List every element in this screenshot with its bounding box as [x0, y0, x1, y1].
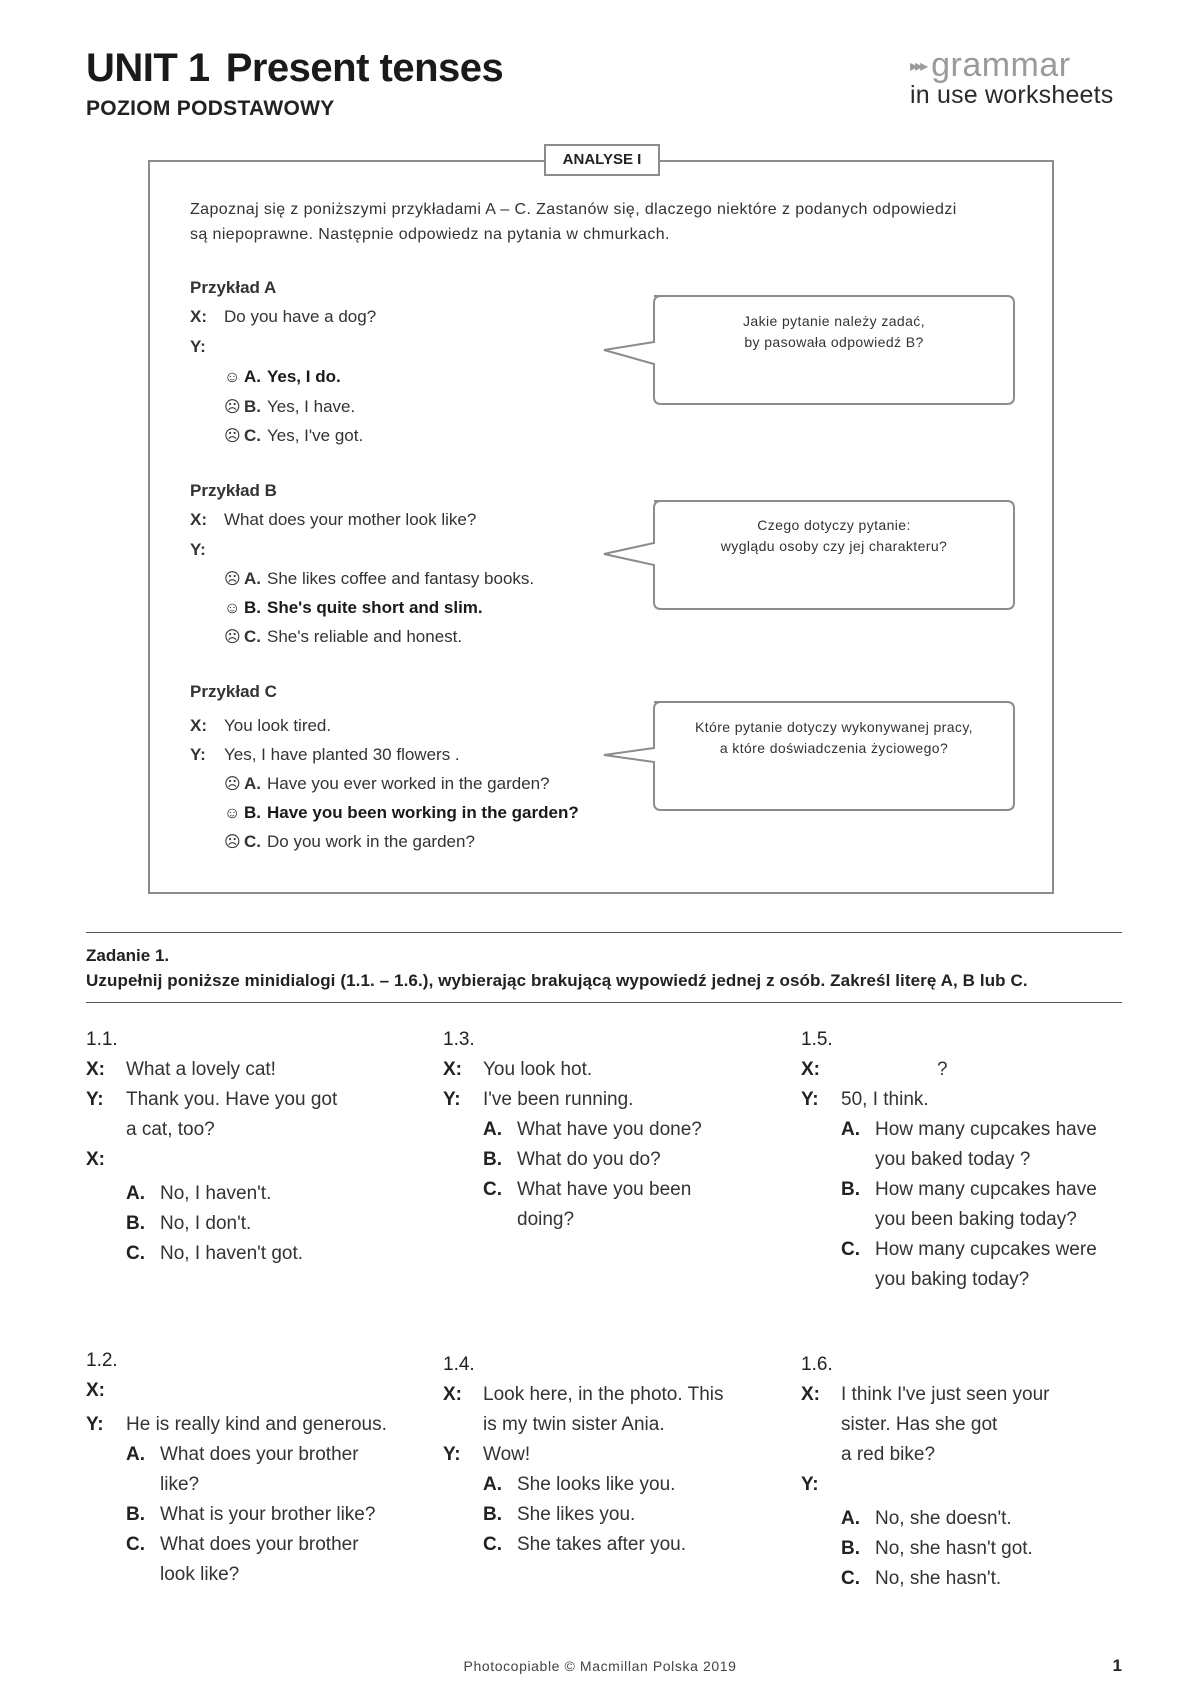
option-letter[interactable]: A.	[126, 1444, 145, 1465]
option-letter: A.	[244, 569, 261, 588]
dialog-text: He is really kind and generous.	[126, 1414, 387, 1435]
unit-number: UNIT 1	[86, 46, 210, 90]
option-letter[interactable]: A.	[483, 1474, 502, 1495]
analyse-intro	[190, 197, 1030, 247]
dialog-line	[86, 1055, 416, 1085]
speaker-label: X:	[443, 1384, 462, 1405]
option-text: She takes after you.	[517, 1534, 686, 1555]
option-letter[interactable]: B.	[483, 1504, 502, 1525]
question-number: 1.1.	[86, 1029, 118, 1050]
answer-option-a[interactable]	[443, 1470, 783, 1500]
option-text: No, I haven't got.	[160, 1243, 304, 1264]
bubble-a-line-1: Jakie pytanie należy zadać,	[742, 313, 925, 329]
answer-option-a-cont	[86, 1470, 426, 1500]
answer-option-b[interactable]	[86, 1209, 416, 1239]
option-letter: C.	[244, 627, 261, 646]
bubble-c-text	[654, 717, 1014, 759]
option-letter[interactable]: C.	[841, 1239, 860, 1260]
option-text: No, she doesn't.	[875, 1508, 1012, 1529]
example-a-y-line	[190, 337, 224, 357]
dialog-line	[801, 1085, 1131, 1115]
option-letter: A.	[244, 367, 261, 386]
dialog-text: sister. Has she got	[841, 1414, 998, 1435]
dialog-text: You look hot.	[483, 1059, 593, 1080]
example-c-y-line	[190, 745, 460, 765]
answer-option-a[interactable]	[86, 1440, 426, 1470]
option-text: She likes you.	[517, 1504, 636, 1525]
example-b-x-text: What does your mother look like?	[224, 510, 477, 529]
example-c-option-b	[224, 803, 579, 823]
task-title: Zadanie 1.	[86, 946, 170, 965]
option-letter[interactable]: A.	[126, 1183, 145, 1204]
option-letter[interactable]: A.	[841, 1508, 860, 1529]
smile-icon: ☺	[224, 805, 241, 822]
dialog-text: 50, I think.	[841, 1089, 929, 1110]
dialog-line	[86, 1410, 426, 1440]
question-number: 1.2.	[86, 1350, 118, 1371]
question-number: 1.4.	[443, 1354, 475, 1375]
dialog-line	[443, 1410, 783, 1440]
option-letter[interactable]: A.	[841, 1119, 860, 1140]
answer-option-c-cont	[801, 1265, 1131, 1295]
speaker-label: X:	[443, 1059, 462, 1080]
example-b-option-a	[224, 569, 534, 589]
option-letter[interactable]: C.	[483, 1534, 502, 1555]
answer-option-c[interactable]	[801, 1235, 1131, 1265]
speaker-label: X:	[190, 307, 207, 326]
dialog-line	[86, 1085, 416, 1115]
page-number: 1	[1112, 1656, 1122, 1675]
speaker-label: X:	[801, 1384, 820, 1405]
option-text: What does your brother	[160, 1534, 359, 1555]
bubble-b-line-2: wyglądu osoby czy jej charakteru?	[720, 538, 948, 554]
option-text: No, she hasn't.	[875, 1568, 1002, 1589]
example-c-x-text: You look tired.	[224, 716, 332, 735]
intro-line-1: Zapoznaj się z poniższymi przykładami A – C. Zastanów się, dlaczego niektóre z podanych odpowiedzi	[190, 201, 957, 218]
option-text: Have you ever worked in the garden?	[267, 774, 550, 793]
option-letter[interactable]: C.	[126, 1243, 145, 1264]
dialog-line	[801, 1440, 1131, 1470]
dialog-text: What a lovely cat!	[126, 1059, 276, 1080]
dialog-text: Wow!	[483, 1444, 531, 1465]
answer-option-a[interactable]	[801, 1504, 1131, 1534]
speaker-label: Y:	[86, 1089, 104, 1110]
question-1-3	[443, 1025, 773, 1235]
option-letter[interactable]: C.	[126, 1534, 145, 1555]
question-1-5	[801, 1025, 1131, 1295]
option-text: like?	[160, 1474, 200, 1495]
bubble-b-text	[654, 515, 1014, 557]
speaker-label: Y:	[190, 337, 206, 356]
speaker-label: Y:	[443, 1444, 461, 1465]
answer-option-a[interactable]	[443, 1115, 773, 1145]
brand-arrows-icon: ▸▸▸	[910, 57, 926, 75]
question-number: 1.3.	[443, 1029, 475, 1050]
example-b-option-b	[224, 598, 483, 618]
speaker-label: X:	[801, 1059, 820, 1080]
option-text: you baking today?	[875, 1269, 1030, 1290]
answer-option-b[interactable]	[443, 1145, 773, 1175]
option-text: look like?	[160, 1564, 240, 1585]
speaker-label: Y:	[190, 745, 206, 764]
answer-option-b[interactable]	[801, 1534, 1131, 1564]
option-text: No, I don't.	[160, 1213, 252, 1234]
answer-option-a[interactable]	[86, 1179, 416, 1209]
speaker-label: X:	[86, 1149, 105, 1170]
option-letter: C.	[244, 426, 261, 445]
intro-line-2: są niepoprawne. Następnie odpowiedz na pytania w chmurkach.	[190, 226, 670, 243]
frown-icon: ☹	[224, 399, 241, 416]
example-b-heading: Przykład B	[190, 481, 277, 500]
speaker-label: X:	[190, 510, 207, 529]
dialog-line	[443, 1440, 783, 1470]
example-a-option-c	[224, 426, 363, 446]
dialog-text: I think I've just seen your	[841, 1384, 1050, 1405]
example-a-x-line	[190, 307, 376, 327]
option-text: Yes, I do.	[267, 367, 341, 386]
option-text: Yes, I've got.	[267, 426, 364, 445]
dialog-line	[801, 1055, 1131, 1085]
option-text: What have you been	[517, 1179, 692, 1200]
question-1-1	[86, 1025, 416, 1269]
bubble-a-text	[654, 311, 1014, 353]
option-letter[interactable]: C.	[483, 1179, 502, 1200]
option-text: How many cupcakes were	[875, 1239, 1097, 1260]
example-c-option-a	[224, 774, 550, 794]
option-letter[interactable]: B.	[483, 1149, 502, 1170]
dialog-line	[86, 1115, 416, 1145]
option-letter: B.	[244, 598, 261, 617]
brand-line1: grammar	[931, 46, 1071, 84]
answer-option-b[interactable]	[443, 1500, 783, 1530]
option-text: What is your brother like?	[160, 1504, 376, 1525]
option-letter: B.	[244, 803, 261, 822]
dialog-line	[443, 1055, 773, 1085]
option-letter: C.	[244, 832, 261, 851]
task-bottom-rule	[86, 1002, 1122, 1003]
bubble-a-line-2: by pasowała odpowiedź B?	[744, 334, 924, 350]
option-text: No, I haven't.	[160, 1183, 272, 1204]
option-text: Have you been working in the garden?	[267, 803, 579, 822]
frown-icon: ☹	[224, 629, 241, 646]
unit-topic: Present tenses	[225, 46, 504, 90]
brand-logo	[910, 46, 1120, 110]
bubble-b-line-1: Czego dotyczy pytanie:	[757, 517, 911, 533]
question-number: 1.5.	[801, 1029, 833, 1050]
example-c-y-text: Yes, I have planted 30 flowers .	[224, 745, 460, 764]
dialog-line	[443, 1380, 783, 1410]
example-a-heading: Przykład A	[190, 278, 277, 297]
speaker-label: Y:	[443, 1089, 461, 1110]
analyse-label: ANALYSE I	[544, 144, 660, 176]
dialog-line	[86, 1376, 426, 1410]
answer-option-c[interactable]	[443, 1175, 773, 1205]
frown-icon: ☹	[224, 776, 241, 793]
question-1-6	[801, 1350, 1131, 1594]
example-b-y-line	[190, 540, 224, 560]
dialog-text: I've been running.	[483, 1089, 634, 1110]
answer-option-c-cont	[443, 1205, 773, 1235]
example-a-option-b	[224, 397, 355, 417]
option-letter: B.	[244, 397, 261, 416]
brand-line2: in use worksheets	[910, 81, 1114, 109]
frown-icon: ☹	[224, 834, 241, 851]
speaker-label: X:	[190, 716, 207, 735]
level-subtitle: POZIOM PODSTAWOWY	[86, 97, 335, 120]
example-c-option-c	[224, 832, 475, 852]
unit-title	[86, 46, 503, 91]
option-letter[interactable]: A.	[483, 1119, 502, 1140]
dialog-line	[801, 1470, 1131, 1504]
speaker-label: Y:	[190, 540, 206, 559]
speaker-label: Y:	[801, 1089, 819, 1110]
speaker-label: Y:	[86, 1414, 104, 1435]
option-letter[interactable]: B.	[841, 1179, 860, 1200]
answer-option-c[interactable]	[801, 1564, 1131, 1594]
answer-option-c-cont	[86, 1560, 426, 1590]
example-b-option-c	[224, 627, 462, 647]
option-text: She's reliable and honest.	[267, 627, 463, 646]
answer-blank[interactable]: ?	[937, 1059, 948, 1080]
frown-icon: ☹	[224, 428, 241, 445]
task-top-rule	[86, 932, 1122, 933]
example-a-option-a	[224, 367, 341, 387]
option-text: Do you work in the garden?	[267, 832, 475, 851]
dialog-text: is my twin sister Ania.	[483, 1414, 665, 1435]
option-text: doing?	[517, 1209, 575, 1230]
option-text: How many cupcakes have	[875, 1179, 1097, 1200]
dialog-line	[801, 1380, 1131, 1410]
option-text: How many cupcakes have	[875, 1119, 1097, 1140]
speaker-label: X:	[86, 1380, 105, 1401]
option-text: Yes, I have.	[267, 397, 356, 416]
answer-option-c[interactable]	[86, 1239, 416, 1269]
bubble-c-line-1: Które pytanie dotyczy wykonywanej pracy,	[695, 719, 973, 735]
smile-icon: ☺	[224, 600, 241, 617]
option-text: you baked today ?	[875, 1149, 1031, 1170]
example-a-x-text: Do you have a dog?	[224, 307, 377, 326]
option-text: you been baking today?	[875, 1209, 1077, 1230]
answer-option-a-cont	[801, 1145, 1131, 1175]
answer-option-a[interactable]	[801, 1115, 1131, 1145]
example-c-heading: Przykład C	[190, 682, 277, 701]
answer-option-c[interactable]	[86, 1530, 426, 1560]
speaker-label: Y:	[801, 1474, 819, 1495]
option-letter[interactable]: C.	[841, 1568, 860, 1589]
option-text: What do you do?	[517, 1149, 661, 1170]
option-text: She looks like you.	[517, 1474, 676, 1495]
dialog-line	[86, 1145, 416, 1179]
speaker-label: X:	[86, 1059, 105, 1080]
dialog-text: Look here, in the photo. This	[483, 1384, 724, 1405]
answer-option-b[interactable]	[801, 1175, 1131, 1205]
option-letter[interactable]: B.	[126, 1504, 145, 1525]
dialog-text: a red bike?	[841, 1444, 936, 1465]
task-instruction: Uzupełnij poniższe minidialogi (1.1. – 1.6.), wybierając brakującą wypowiedź jednej z osób. Zakreśl literę A, B lub C.	[86, 971, 1028, 990]
footer-copyright: Photocopiable © Macmillan Polska 2019	[463, 1658, 737, 1674]
question-1-4	[443, 1350, 783, 1560]
option-text: She's quite short and slim.	[267, 598, 483, 617]
answer-option-b[interactable]	[86, 1500, 426, 1530]
option-text: She likes coffee and fantasy books.	[267, 569, 535, 588]
option-letter[interactable]: B.	[126, 1213, 145, 1234]
dialog-line	[801, 1410, 1131, 1440]
option-text: What have you done?	[517, 1119, 702, 1140]
answer-option-b-cont	[801, 1205, 1131, 1235]
dialog-line	[443, 1085, 773, 1115]
option-text: What does your brother	[160, 1444, 359, 1465]
option-letter[interactable]: B.	[841, 1538, 860, 1559]
answer-option-c[interactable]	[443, 1530, 783, 1560]
option-letter: A.	[244, 774, 261, 793]
smile-icon: ☺	[224, 369, 241, 386]
example-b-x-line	[190, 510, 476, 530]
question-1-2	[86, 1346, 426, 1590]
question-number: 1.6.	[801, 1354, 833, 1375]
example-c-x-line	[190, 716, 331, 736]
dialog-text: Thank you. Have you got	[126, 1089, 338, 1110]
dialog-text: a cat, too?	[126, 1119, 215, 1140]
frown-icon: ☹	[224, 571, 241, 588]
option-text: No, she hasn't got.	[875, 1538, 1033, 1559]
bubble-c-line-2: a które doświadczenia życiowego?	[719, 740, 949, 756]
